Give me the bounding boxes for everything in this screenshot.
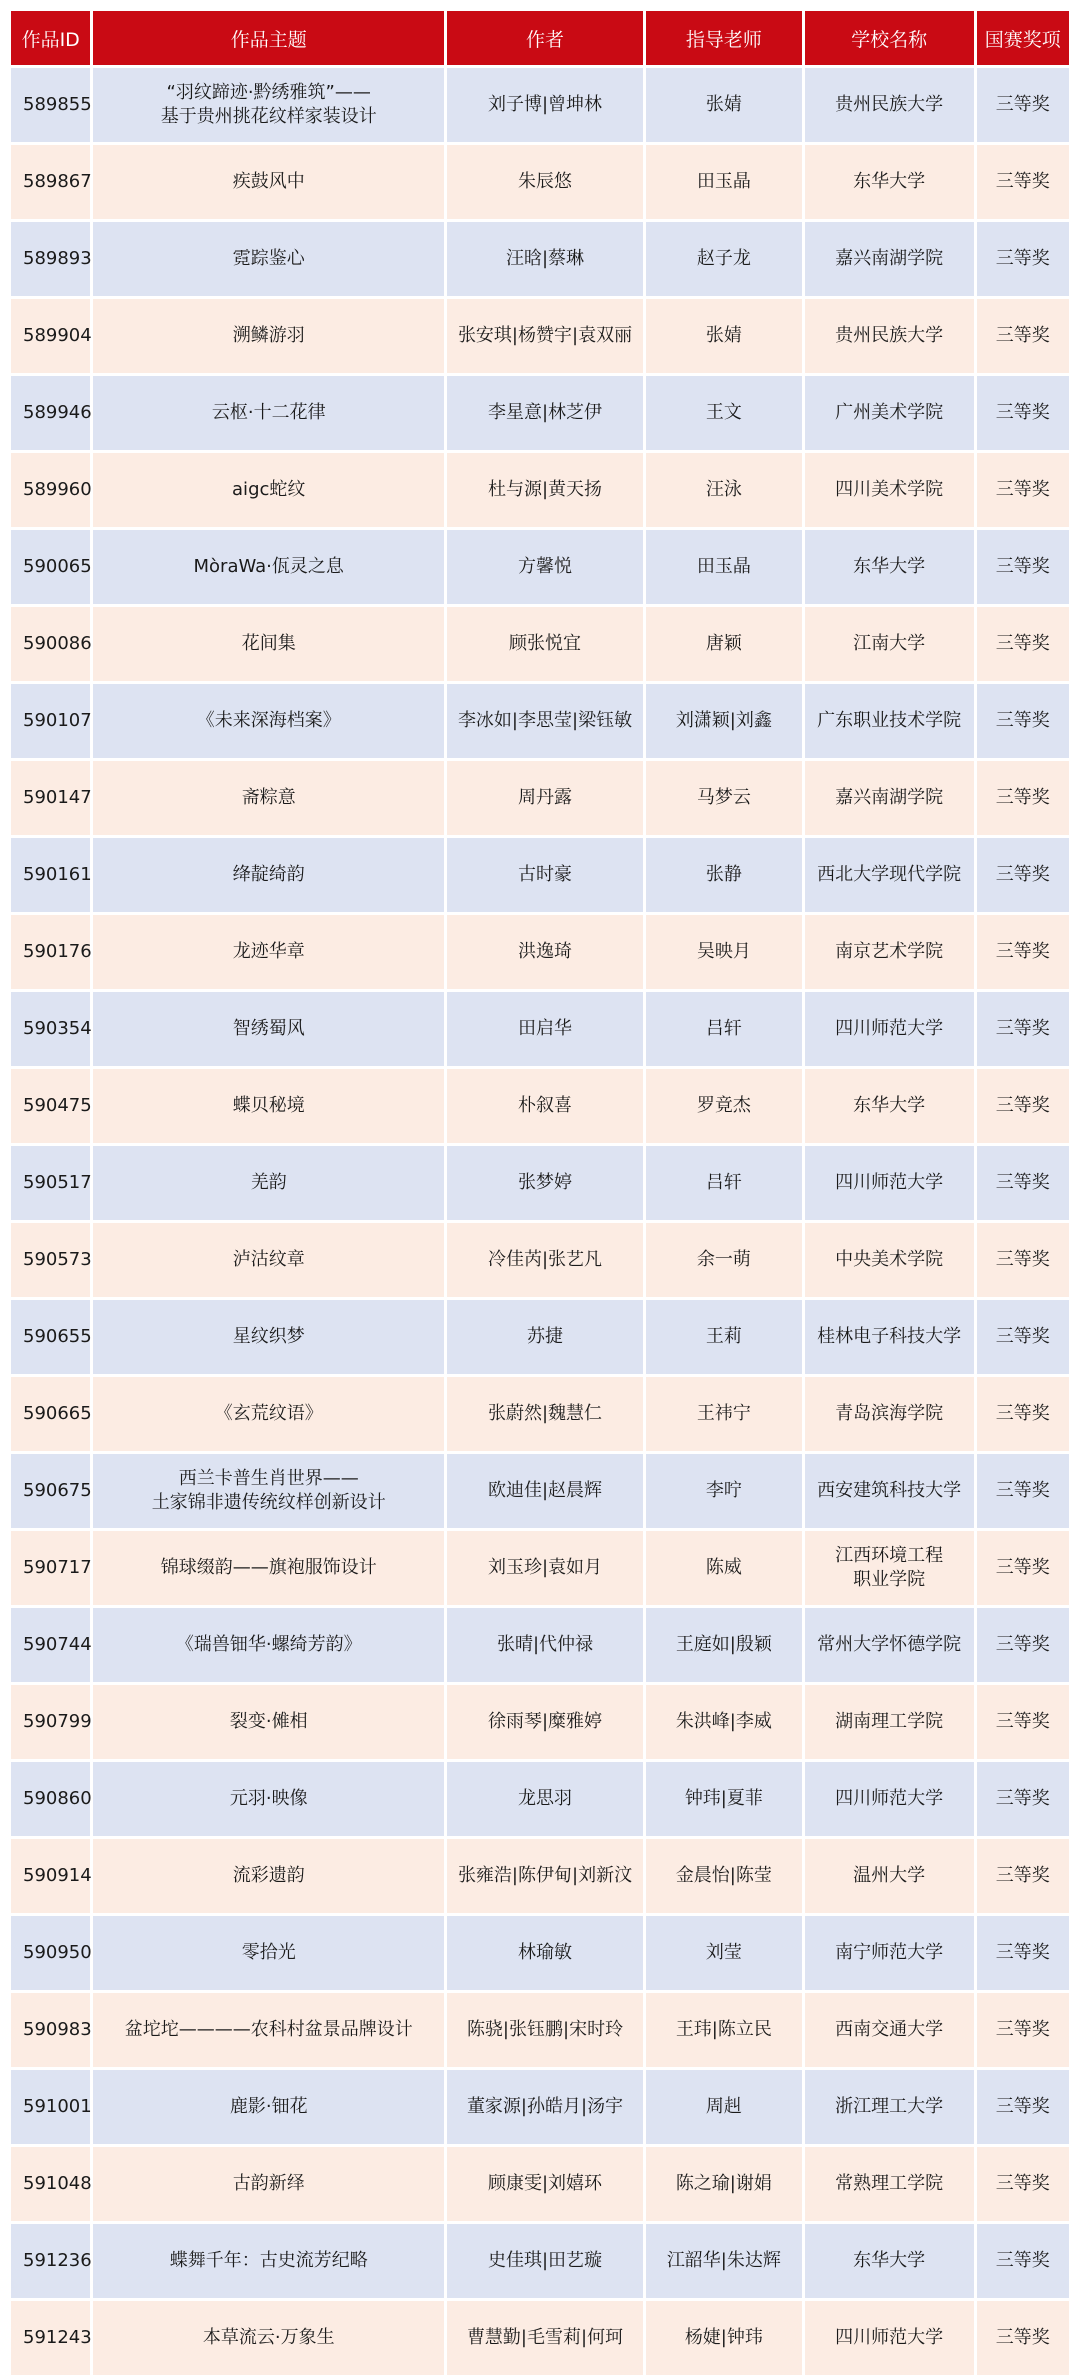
cell-author: 刘玉珍|袁如月: [447, 1531, 643, 1605]
table-row: [11, 2147, 1069, 2221]
cell-work-theme: MòraWa·佤灵之息: [93, 530, 444, 604]
cell-author: 张梦婷: [447, 1146, 643, 1220]
cell-school-name: 四川师范大学: [805, 1146, 974, 1220]
cell-advisor: 张婧: [646, 68, 802, 142]
header-school-name: 学校名称: [805, 11, 974, 65]
cell-work-theme: 泸沽纹章: [93, 1223, 444, 1297]
cell-school-name: 常州大学怀德学院: [805, 1608, 974, 1682]
table-row: [11, 992, 1069, 1066]
cell-school-name: 西南交通大学: [805, 1993, 974, 2067]
cell-work-theme: 本草流云·万象生: [93, 2301, 444, 2375]
header-national-award: 国赛奖项: [977, 11, 1069, 65]
cell-work-theme: 《玄荒纹语》: [93, 1377, 444, 1451]
cell-advisor: 张婧: [646, 299, 802, 373]
cell-work-theme: 花间集: [93, 607, 444, 681]
cell-award: 三等奖: [977, 1223, 1069, 1297]
cell-author: 方馨悦: [447, 530, 643, 604]
cell-author: 田启华: [447, 992, 643, 1066]
cell-advisor: 吕轩: [646, 992, 802, 1066]
cell-work-theme: 鹿影·钿花: [93, 2070, 444, 2144]
cell-award: 三等奖: [977, 992, 1069, 1066]
table-row: [11, 299, 1069, 373]
cell-award: 三等奖: [977, 684, 1069, 758]
cell-award: 三等奖: [977, 1377, 1069, 1451]
cell-work-theme: 盆坨坨————农科村盆景品牌设计: [93, 1993, 444, 2067]
cell-school-name: 四川美术学院: [805, 453, 974, 527]
cell-school-name: 南宁师范大学: [805, 1916, 974, 1990]
cell-school-name: 东华大学: [805, 1069, 974, 1143]
cell-work-theme: 疾鼓风中: [93, 145, 444, 219]
cell-work-theme: 裂变·傩相: [93, 1685, 444, 1759]
cell-award: 三等奖: [977, 145, 1069, 219]
cell-work-theme: 霓踪鉴心: [93, 222, 444, 296]
cell-author: 张雍浩|陈伊甸|刘新汶: [447, 1839, 643, 1913]
cell-author: 董家源|孙皓月|汤宇: [447, 2070, 643, 2144]
table-header: [11, 11, 1069, 65]
cell-advisor: 汪泳: [646, 453, 802, 527]
cell-school-name: 贵州民族大学: [805, 68, 974, 142]
header-work-theme: 作品主题: [93, 11, 444, 65]
cell-school-name: 湖南理工学院: [805, 1685, 974, 1759]
cell-advisor: 王莉: [646, 1300, 802, 1374]
cell-school-name: 西北大学现代学院: [805, 838, 974, 912]
cell-advisor: 江韶华|朱达辉: [646, 2224, 802, 2298]
cell-work-theme: “羽纹蹄迹·黔绣雅筑”—— 基于贵州挑花纹样家装设计: [93, 68, 444, 142]
cell-award: 三等奖: [977, 2224, 1069, 2298]
header-work-id: 作品ID: [11, 11, 90, 65]
cell-school-name: 东华大学: [805, 530, 974, 604]
cell-author: 张蔚然|魏慧仁: [447, 1377, 643, 1451]
cell-work-id: 589960: [11, 453, 90, 527]
table-row: [11, 1993, 1069, 2067]
cell-school-name: 四川师范大学: [805, 992, 974, 1066]
cell-advisor: 田玉晶: [646, 145, 802, 219]
cell-award: 三等奖: [977, 1685, 1069, 1759]
cell-author: 苏捷: [447, 1300, 643, 1374]
table-row: [11, 1223, 1069, 1297]
cell-advisor: 王玮|陈立民: [646, 1993, 802, 2067]
table-row: [11, 838, 1069, 912]
cell-author: 洪逸琦: [447, 915, 643, 989]
cell-work-id: 589867: [11, 145, 90, 219]
cell-work-id: 590665: [11, 1377, 90, 1451]
cell-work-theme: 《未来深海档案》: [93, 684, 444, 758]
cell-advisor: 刘潇颖|刘鑫: [646, 684, 802, 758]
cell-advisor: 杨婕|钟玮: [646, 2301, 802, 2375]
cell-school-name: 广州美术学院: [805, 376, 974, 450]
cell-work-id: 590161: [11, 838, 90, 912]
cell-advisor: 罗竟杰: [646, 1069, 802, 1143]
table-row: [11, 453, 1069, 527]
cell-author: 古时豪: [447, 838, 643, 912]
cell-work-theme: 羌韵: [93, 1146, 444, 1220]
table-row: [11, 1377, 1069, 1451]
table-row: [11, 2301, 1069, 2375]
table-row: [11, 222, 1069, 296]
cell-advisor: 马梦云: [646, 761, 802, 835]
awards-table: [8, 8, 1072, 2378]
cell-work-id: 590107: [11, 684, 90, 758]
cell-work-id: 590983: [11, 1993, 90, 2067]
cell-school-name: 青岛滨海学院: [805, 1377, 974, 1451]
cell-award: 三等奖: [977, 299, 1069, 373]
cell-author: 李冰如|李思莹|梁钰敏: [447, 684, 643, 758]
cell-advisor: 余一萌: [646, 1223, 802, 1297]
header-row: [11, 11, 1069, 65]
cell-school-name: 桂林电子科技大学: [805, 1300, 974, 1374]
cell-author: 欧迪佳|赵晨辉: [447, 1454, 643, 1528]
table-row: [11, 684, 1069, 758]
cell-award: 三等奖: [977, 761, 1069, 835]
cell-advisor: 刘莹: [646, 1916, 802, 1990]
cell-school-name: 江南大学: [805, 607, 974, 681]
cell-advisor: 唐颖: [646, 607, 802, 681]
cell-school-name: 东华大学: [805, 2224, 974, 2298]
cell-school-name: 温州大学: [805, 1839, 974, 1913]
table-body: [11, 68, 1069, 2375]
cell-work-theme: aigc蛇纹: [93, 453, 444, 527]
cell-school-name: 广东职业技术学院: [805, 684, 974, 758]
cell-author: 林瑜敏: [447, 1916, 643, 1990]
cell-advisor: 王文: [646, 376, 802, 450]
cell-work-id: 591243: [11, 2301, 90, 2375]
cell-work-id: 590147: [11, 761, 90, 835]
cell-advisor: 赵子龙: [646, 222, 802, 296]
table-row: [11, 607, 1069, 681]
cell-author: 李星意|林芝伊: [447, 376, 643, 450]
cell-award: 三等奖: [977, 68, 1069, 142]
cell-award: 三等奖: [977, 1608, 1069, 1682]
cell-award: 三等奖: [977, 453, 1069, 527]
cell-school-name: 嘉兴南湖学院: [805, 761, 974, 835]
table-row: [11, 1300, 1069, 1374]
cell-work-id: 591048: [11, 2147, 90, 2221]
cell-award: 三等奖: [977, 2301, 1069, 2375]
cell-work-id: 590675: [11, 1454, 90, 1528]
cell-work-theme: 锦球缀韵——旗袍服饰设计: [93, 1531, 444, 1605]
cell-award: 三等奖: [977, 1300, 1069, 1374]
cell-advisor: 田玉晶: [646, 530, 802, 604]
cell-school-name: 中央美术学院: [805, 1223, 974, 1297]
cell-award: 三等奖: [977, 1069, 1069, 1143]
table-row: [11, 1916, 1069, 1990]
cell-award: 三等奖: [977, 530, 1069, 604]
cell-work-id: 590744: [11, 1608, 90, 1682]
cell-work-theme: 云枢·十二花律: [93, 376, 444, 450]
cell-work-theme: 零拾光: [93, 1916, 444, 1990]
cell-author: 陈骁|张钰鹏|宋时玲: [447, 1993, 643, 2067]
cell-work-theme: 龙迹华章: [93, 915, 444, 989]
cell-advisor: 李咛: [646, 1454, 802, 1528]
table-row: [11, 2224, 1069, 2298]
cell-work-id: 589855: [11, 68, 90, 142]
cell-award: 三等奖: [977, 838, 1069, 912]
table-row: [11, 1146, 1069, 1220]
cell-work-id: 590914: [11, 1839, 90, 1913]
cell-school-name: 东华大学: [805, 145, 974, 219]
cell-award: 三等奖: [977, 607, 1069, 681]
cell-award: 三等奖: [977, 376, 1069, 450]
cell-work-theme: 古韵新绎: [93, 2147, 444, 2221]
cell-award: 三等奖: [977, 1762, 1069, 1836]
cell-work-theme: 绛靛绮韵: [93, 838, 444, 912]
cell-work-theme: 星纹织梦: [93, 1300, 444, 1374]
cell-work-id: 590799: [11, 1685, 90, 1759]
cell-work-id: 590950: [11, 1916, 90, 1990]
cell-work-id: 590573: [11, 1223, 90, 1297]
cell-author: 徐雨琴|糜雅婷: [447, 1685, 643, 1759]
cell-work-theme: 元羽·映像: [93, 1762, 444, 1836]
cell-school-name: 江西环境工程 职业学院: [805, 1531, 974, 1605]
cell-work-theme: 《瑞兽钿华·螺绮芳韵》: [93, 1608, 444, 1682]
cell-work-theme: 斋粽意: [93, 761, 444, 835]
cell-advisor: 钟玮|夏菲: [646, 1762, 802, 1836]
cell-work-theme: 溯鳞游羽: [93, 299, 444, 373]
cell-work-id: 591001: [11, 2070, 90, 2144]
cell-school-name: 四川师范大学: [805, 2301, 974, 2375]
cell-author: 张晴|代仲禄: [447, 1608, 643, 1682]
cell-advisor: 张静: [646, 838, 802, 912]
cell-award: 三等奖: [977, 915, 1069, 989]
table-row: [11, 1608, 1069, 1682]
cell-author: 朱辰悠: [447, 145, 643, 219]
table-row: [11, 68, 1069, 142]
cell-work-id: 589904: [11, 299, 90, 373]
cell-award: 三等奖: [977, 2147, 1069, 2221]
cell-work-id: 589893: [11, 222, 90, 296]
table-row: [11, 530, 1069, 604]
table-row: [11, 2070, 1069, 2144]
cell-school-name: 常熟理工学院: [805, 2147, 974, 2221]
cell-school-name: 浙江理工大学: [805, 2070, 974, 2144]
header-author: 作者: [447, 11, 643, 65]
cell-work-theme: 流彩遗韵: [93, 1839, 444, 1913]
cell-work-id: 591236: [11, 2224, 90, 2298]
cell-award: 三等奖: [977, 222, 1069, 296]
cell-author: 朴叙喜: [447, 1069, 643, 1143]
cell-work-id: 590860: [11, 1762, 90, 1836]
cell-work-id: 590475: [11, 1069, 90, 1143]
cell-work-id: 590065: [11, 530, 90, 604]
table-row: [11, 1454, 1069, 1528]
cell-author: 顾康雯|刘嬉环: [447, 2147, 643, 2221]
cell-advisor: 王祎宁: [646, 1377, 802, 1451]
cell-school-name: 四川师范大学: [805, 1762, 974, 1836]
cell-advisor: 陈之瑜|谢娟: [646, 2147, 802, 2221]
cell-work-id: 590517: [11, 1146, 90, 1220]
table-row: [11, 145, 1069, 219]
cell-work-theme: 西兰卡普生肖世界—— 土家锦非遗传统纹样创新设计: [93, 1454, 444, 1528]
cell-award: 三等奖: [977, 1839, 1069, 1913]
cell-work-theme: 蝶贝秘境: [93, 1069, 444, 1143]
cell-work-id: 590086: [11, 607, 90, 681]
cell-author: 史佳琪|田艺璇: [447, 2224, 643, 2298]
cell-school-name: 西安建筑科技大学: [805, 1454, 974, 1528]
table-row: [11, 761, 1069, 835]
cell-advisor: 王庭如|殷颖: [646, 1608, 802, 1682]
cell-author: 龙思羽: [447, 1762, 643, 1836]
cell-award: 三等奖: [977, 1916, 1069, 1990]
table-row: [11, 1762, 1069, 1836]
cell-award: 三等奖: [977, 1454, 1069, 1528]
cell-award: 三等奖: [977, 1146, 1069, 1220]
cell-award: 三等奖: [977, 1993, 1069, 2067]
table-row: [11, 1069, 1069, 1143]
cell-work-id: 590354: [11, 992, 90, 1066]
cell-work-id: 590717: [11, 1531, 90, 1605]
table-row: [11, 915, 1069, 989]
cell-author: 冷佳芮|张艺凡: [447, 1223, 643, 1297]
cell-school-name: 嘉兴南湖学院: [805, 222, 974, 296]
cell-school-name: 南京艺术学院: [805, 915, 974, 989]
cell-award: 三等奖: [977, 1531, 1069, 1605]
cell-advisor: 朱洪峰|李威: [646, 1685, 802, 1759]
cell-school-name: 贵州民族大学: [805, 299, 974, 373]
cell-advisor: 陈威: [646, 1531, 802, 1605]
cell-author: 张安琪|杨赞宇|袁双丽: [447, 299, 643, 373]
table-row: [11, 1839, 1069, 1913]
cell-advisor: 周赳: [646, 2070, 802, 2144]
cell-advisor: 吴映月: [646, 915, 802, 989]
cell-work-id: 590176: [11, 915, 90, 989]
cell-work-theme: 智绣蜀风: [93, 992, 444, 1066]
cell-work-id: 590655: [11, 1300, 90, 1374]
cell-author: 顾张悦宜: [447, 607, 643, 681]
cell-author: 杜与源|黄天扬: [447, 453, 643, 527]
cell-author: 周丹露: [447, 761, 643, 835]
cell-advisor: 吕轩: [646, 1146, 802, 1220]
cell-author: 刘子博|曾坤林: [447, 68, 643, 142]
header-advisor: 指导老师: [646, 11, 802, 65]
cell-award: 三等奖: [977, 2070, 1069, 2144]
cell-advisor: 金晨怡|陈莹: [646, 1839, 802, 1913]
table-row: [11, 1531, 1069, 1605]
table-row: [11, 1685, 1069, 1759]
cell-author: 汪晗|蔡琳: [447, 222, 643, 296]
cell-work-theme: 蝶舞千年：古史流芳纪略: [93, 2224, 444, 2298]
table-row: [11, 376, 1069, 450]
cell-work-id: 589946: [11, 376, 90, 450]
cell-author: 曹慧勤|毛雪莉|何珂: [447, 2301, 643, 2375]
